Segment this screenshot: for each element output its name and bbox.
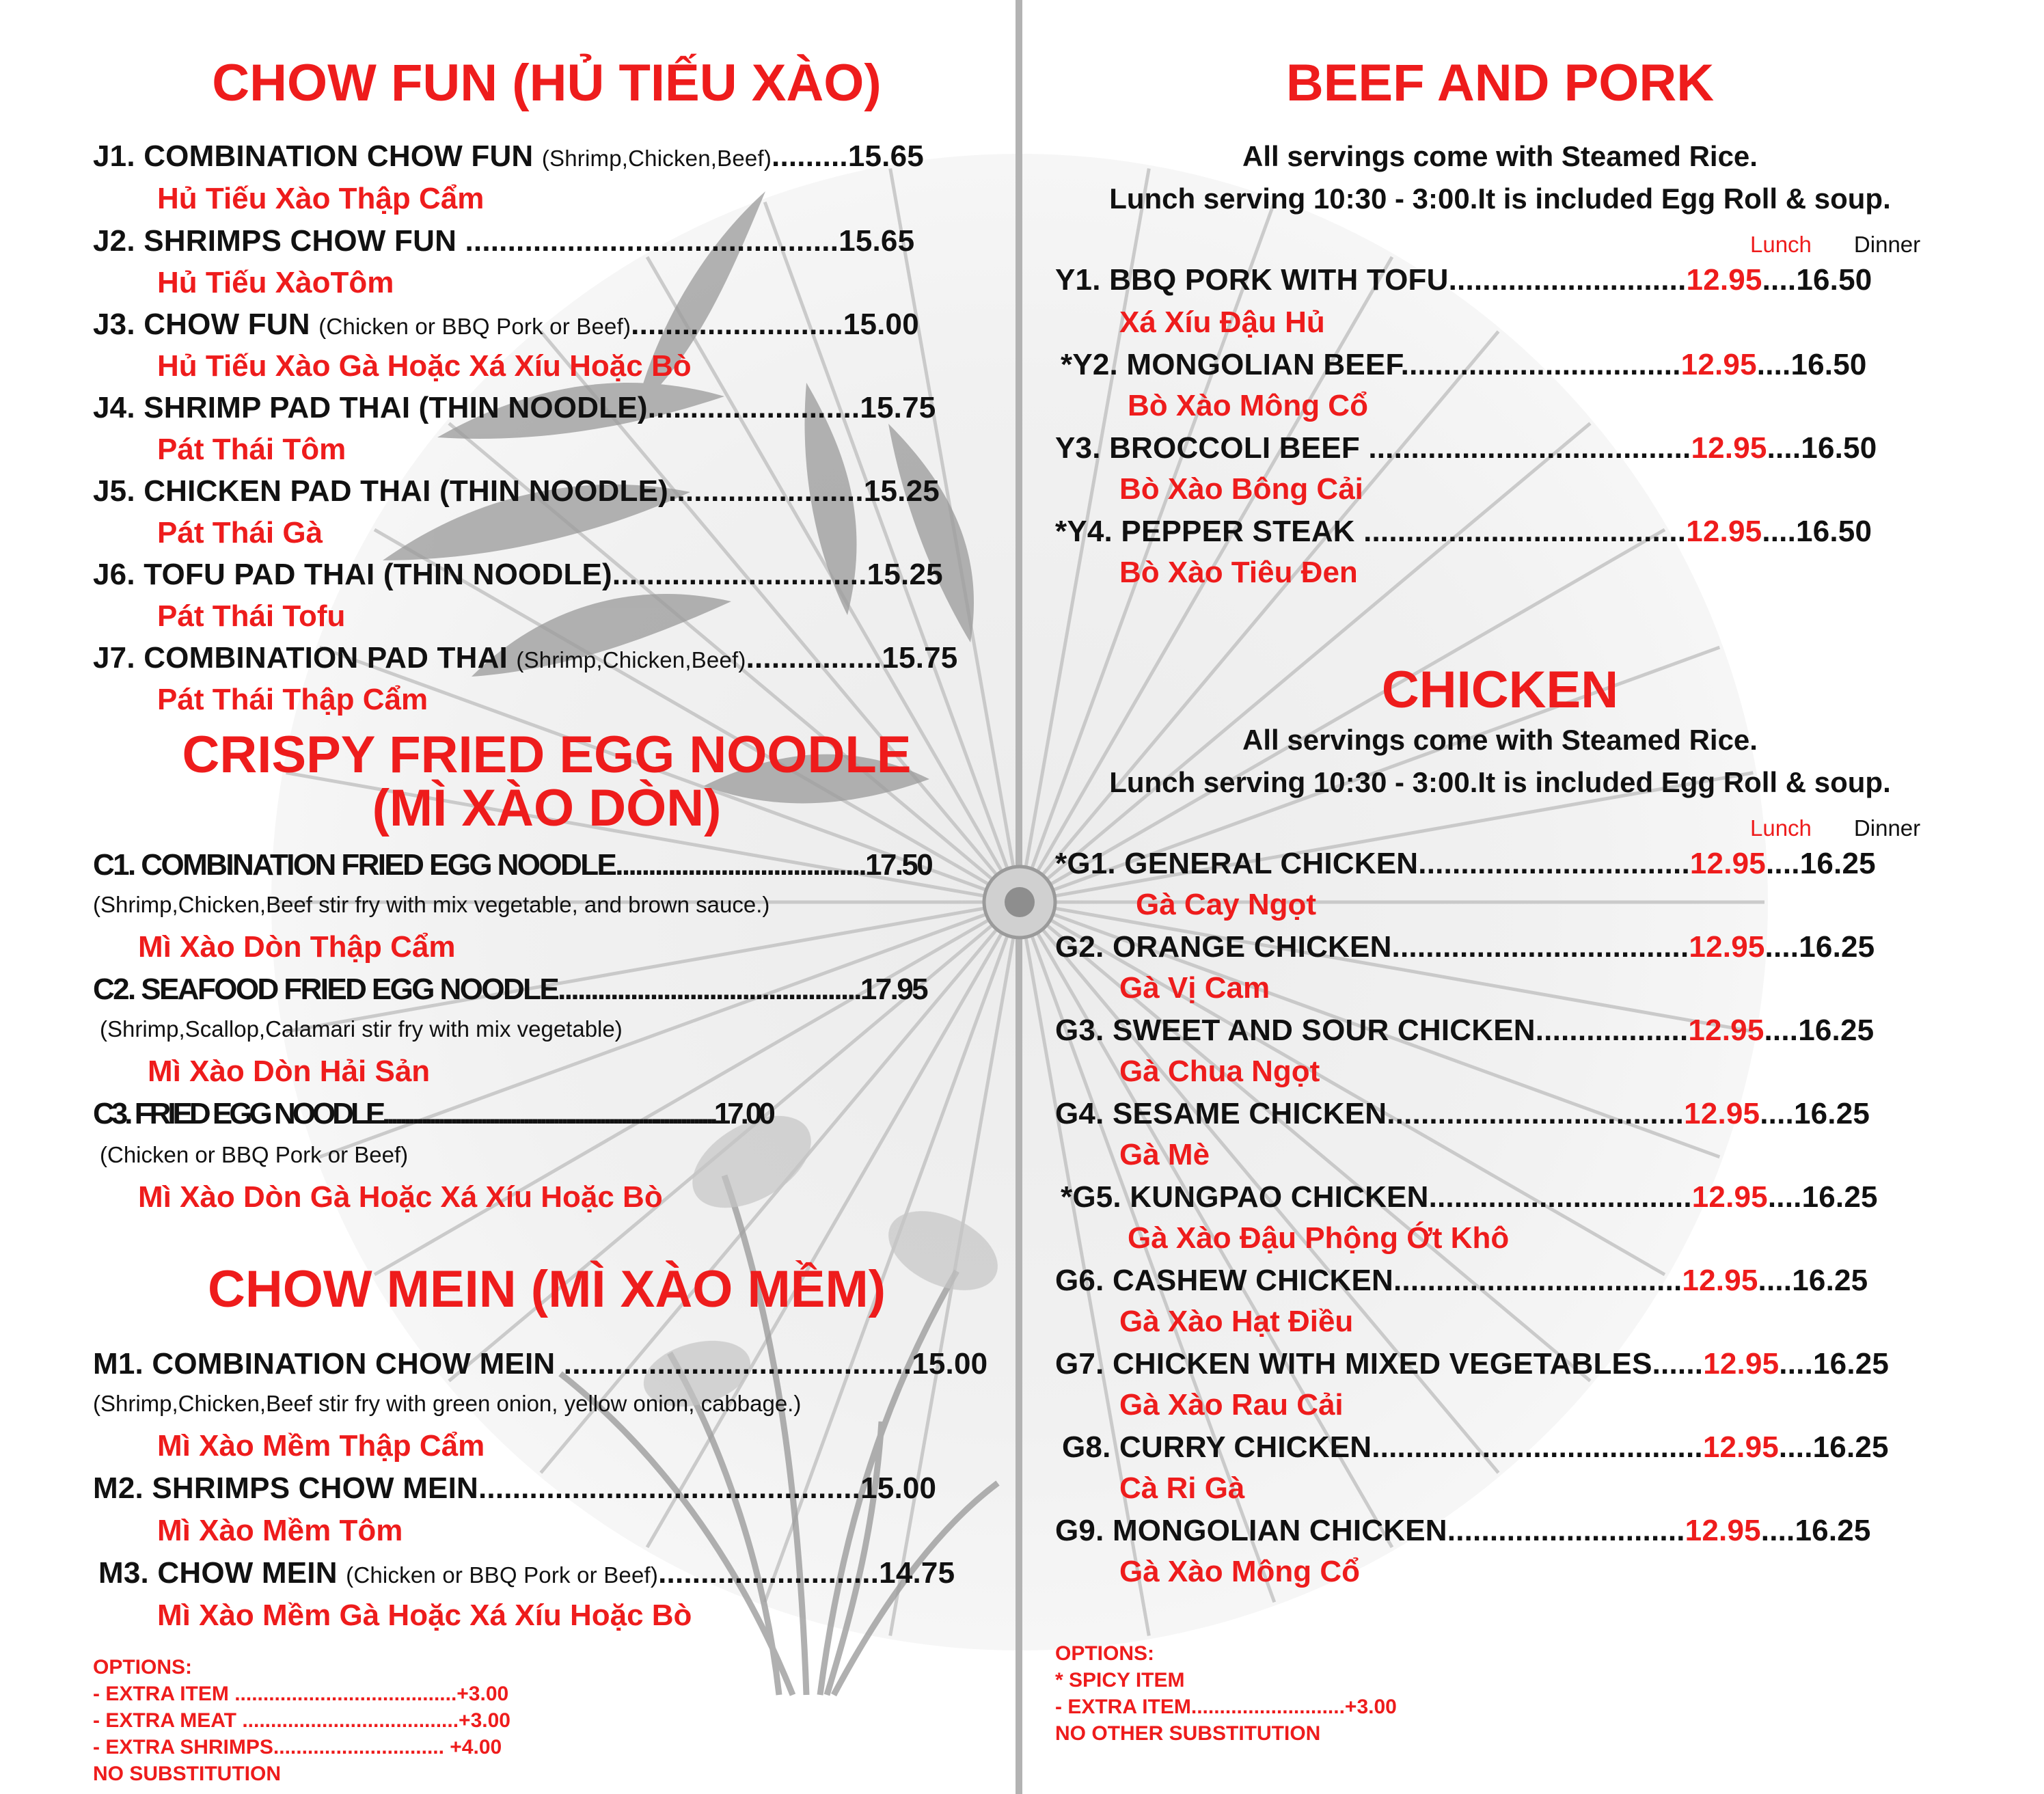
menu-item-j1[interactable]: [93, 139, 924, 176]
leader-dots: ....: [1760, 1097, 1794, 1130]
menu-item-j5[interactable]: [93, 474, 940, 509]
option-extra-item: - EXTRA ITEM .......................................+3.00: [93, 1683, 509, 1705]
leader-dots: ....: [1760, 1514, 1795, 1547]
vietnamese-name: Hủ Tiếu XàoTôm: [157, 266, 394, 299]
item-name: *Y4. PEPPER STEAK: [1055, 515, 1355, 548]
vietnamese-name: Mì Xào Mềm Thập Cẩm: [157, 1429, 485, 1463]
menu-item-j2[interactable]: [93, 223, 914, 259]
lunch-price: 12.95: [1686, 263, 1762, 297]
item-name: C1. COMBINATION FRIED EGG NOODLE: [93, 848, 616, 882]
menu-item-y2[interactable]: [1061, 347, 1867, 383]
leader-dots: ......................................: [1359, 431, 1691, 465]
item-name: G6. CASHEW CHICKEN: [1055, 1264, 1393, 1297]
lunch-price: 12.95: [1691, 1180, 1768, 1214]
vietnamese-name: Bò Xào Tiêu Đen: [1119, 556, 1358, 589]
item-note: (Shrimp,Chicken,Beef): [516, 647, 746, 672]
vietnamese-name: Bò Xào Bông Cải: [1119, 472, 1363, 506]
item-name: C3. FRIED EGG NOODLE: [93, 1097, 383, 1130]
no-substitution-note: NO SUBSTITUTION: [93, 1763, 281, 1785]
menu-item-g7[interactable]: [1055, 1346, 1889, 1382]
option-extra-item: - EXTRA ITEM...........................+3.00: [1055, 1696, 1397, 1718]
item-price: 15.65: [839, 224, 915, 258]
vietnamese-name: Gà Xào Mông Cổ: [1119, 1555, 1360, 1588]
leader-dots: .................................: [1400, 348, 1681, 381]
vietnamese-name: Gà Vị Cam: [1119, 971, 1270, 1005]
item-price: 15.25: [867, 558, 943, 591]
item-name: M2. SHRIMPS CHOW MEIN: [93, 1471, 478, 1505]
leader-dots: ..........................: [658, 1556, 880, 1590]
vietnamese-name: Hủ Tiếu Xào Gà Hoặc Xá Xíu Hoặc Bò: [157, 349, 692, 383]
item-name: C2. SEAFOOD FRIED EGG NOODLE: [93, 973, 558, 1006]
dinner-price: 16.25: [1792, 1264, 1868, 1297]
leader-dots: ....: [1764, 1014, 1799, 1047]
leader-dots: .........................................: [555, 1347, 912, 1381]
item-name: G9. MONGOLIAN CHICKEN: [1055, 1514, 1447, 1547]
leader-dots: ......................................: [615, 848, 865, 882]
item-note: (Chicken or BBQ Pork or Beef): [318, 314, 631, 339]
menu-item-y4[interactable]: [1055, 514, 1872, 549]
section-subtitle-crispy-noodle: (MÌ XÀO DÒN): [372, 779, 722, 837]
leader-dots: ..............................: [612, 558, 867, 591]
dinner-price: 16.25: [1801, 1180, 1878, 1214]
leader-dots: ............................: [1448, 263, 1687, 297]
leader-dots: ....: [1779, 1347, 1813, 1381]
leader-dots: .......................................: [1372, 1430, 1703, 1464]
leader-dots: ............................................: [457, 224, 839, 258]
vietnamese-name: Gà Cay Ngọt: [1136, 888, 1317, 921]
option-extra-shrimps: - EXTRA SHRIMPS.............................. +4.00: [93, 1736, 502, 1758]
menu-item-y3[interactable]: [1055, 431, 1877, 466]
item-name: J6. TOFU PAD THAI (THIN NOODLE): [93, 558, 612, 591]
info-lunch-serving: Lunch serving 10:30 - 3:00.It is included Egg Roll & soup.: [1109, 766, 1891, 798]
dinner-price: 16.25: [1795, 1514, 1871, 1547]
section-title-chow-mein: CHOW MEIN (MÌ XÀO MỀM): [207, 1260, 886, 1318]
menu-item-g5[interactable]: [1061, 1180, 1878, 1215]
leader-dots: ....: [1778, 1430, 1813, 1464]
item-description: (Shrimp,Chicken,Beef stir fry with mix vegetable, and brown sauce.): [93, 892, 770, 917]
menu-item-c1[interactable]: [93, 847, 931, 883]
vietnamese-name: Gà Chua Ngọt: [1119, 1055, 1320, 1088]
options-title: OPTIONS:: [93, 1656, 193, 1679]
dinner-price: 16.25: [1793, 1097, 1870, 1130]
item-name: G7. CHICKEN WITH MIXED VEGETABLES: [1055, 1347, 1652, 1381]
item-note: (Chicken or BBQ Pork or Beef): [346, 1562, 659, 1588]
section-title-beef-pork: BEEF AND PORK: [1285, 54, 1715, 112]
leader-dots: ................................: [1418, 847, 1690, 880]
menu-item-j3[interactable]: [93, 307, 919, 344]
menu-item-y1[interactable]: [1055, 262, 1872, 298]
lunch-price: 12.95: [1685, 1514, 1761, 1547]
leader-dots: .......................: [668, 474, 864, 508]
item-name: J4. SHRIMP PAD THAI (THIN NOODLE): [93, 391, 648, 424]
dinner-price: 16.25: [1799, 930, 1875, 964]
vietnamese-name: Mì Xào Mềm Gà Hoặc Xá Xíu Hoặc Bò: [157, 1599, 692, 1632]
lunch-label: Lunch: [1750, 815, 1812, 841]
leader-dots: ...................................: [1387, 1097, 1685, 1130]
item-price: 17.00: [713, 1097, 772, 1130]
vietnamese-name: Mì Xào Mềm Tôm: [157, 1514, 403, 1547]
item-name: G4. SESAME CHICKEN: [1055, 1097, 1387, 1130]
leader-dots: ....: [1767, 1180, 1802, 1214]
leader-dots: ....: [1767, 431, 1801, 465]
vietnamese-name: Hủ Tiếu Xào Thập Cẩm: [157, 182, 485, 215]
item-name: M3. CHOW MEIN: [98, 1556, 338, 1590]
leader-dots: ................: [746, 641, 882, 675]
vietnamese-name: Mì Xào Dòn Thập Cẩm: [138, 930, 456, 964]
info-lunch-serving: Lunch serving 10:30 - 3:00.It is included Egg Roll & soup.: [1109, 182, 1891, 215]
leader-dots: ....: [1764, 930, 1799, 964]
menu-item-m2[interactable]: [93, 1471, 936, 1506]
dinner-price: 16.50: [1796, 515, 1872, 548]
vietnamese-name: Mì Xào Dòn Gà Hoặc Xá Xíu Hoặc Bò: [138, 1180, 663, 1214]
leader-dots: ..................: [1535, 1014, 1689, 1047]
leader-dots: ...............................: [1428, 1180, 1692, 1214]
vietnamese-name: Cà Ri Gà: [1119, 1471, 1245, 1505]
menu-item-j4[interactable]: [93, 390, 936, 426]
leader-dots: .........................: [647, 391, 860, 424]
item-name: J1. COMBINATION CHOW FUN: [93, 139, 534, 173]
vietnamese-name: Gà Xào Hạt Điều: [1119, 1305, 1354, 1338]
leader-dots: ............................: [1447, 1514, 1685, 1547]
info-steamed-rice: All servings come with Steamed Rice.: [1242, 140, 1758, 172]
item-name: *G5. KUNGPAO CHICKEN: [1061, 1180, 1429, 1214]
item-name: Y3. BROCCOLI BEEF: [1055, 431, 1360, 465]
leader-dots: ...................................: [1391, 930, 1689, 964]
menu-item-m1[interactable]: [93, 1346, 987, 1382]
lunch-price: 12.95: [1689, 847, 1766, 880]
item-price: 15.25: [863, 474, 940, 508]
leader-dots: ......: [1652, 1347, 1704, 1381]
dinner-price: 16.50: [1796, 263, 1872, 297]
menu-item-g4[interactable]: [1055, 1096, 1870, 1132]
leader-dots: ..............................................: [558, 973, 860, 1006]
menu-item-g6[interactable]: [1055, 1263, 1868, 1299]
item-name: J5. CHICKEN PAD THAI (THIN NOODLE): [93, 474, 669, 508]
item-name: *G1. GENERAL CHICKEN: [1055, 847, 1419, 880]
menu-item-c2[interactable]: [93, 972, 927, 1007]
leader-dots: .........: [772, 139, 848, 173]
price-column-headers: [1750, 815, 1920, 842]
vietnamese-name: Pát Thái Gà: [157, 516, 323, 549]
menu-item-g3[interactable]: [1055, 1013, 1874, 1048]
item-name: J2. SHRIMPS CHOW FUN: [93, 224, 457, 258]
dinner-price: 16.25: [1799, 847, 1876, 880]
menu-item-c3[interactable]: [93, 1096, 772, 1132]
vietnamese-name: Mì Xào Dòn Hải Sản: [148, 1055, 431, 1088]
vietnamese-name: Bò Xào Mông Cổ: [1128, 389, 1368, 422]
item-price: 17.50: [864, 848, 932, 882]
item-name: M1. COMBINATION CHOW MEIN: [93, 1347, 556, 1381]
menu-item-g8[interactable]: [1062, 1430, 1889, 1465]
menu-item-g9[interactable]: [1055, 1513, 1871, 1549]
lunch-price: 12.95: [1689, 930, 1765, 964]
price-column-headers: [1750, 231, 1920, 258]
menu-item-g2[interactable]: [1055, 929, 1875, 965]
vietnamese-name: Pát Thái Thập Cẩm: [157, 683, 428, 716]
menu-item-j7[interactable]: [93, 640, 957, 678]
leader-dots: ....: [1758, 1264, 1793, 1297]
item-price: 15.00: [912, 1347, 988, 1381]
leader-dots: ..............................................................................: [382, 1097, 714, 1130]
dinner-price: 16.50: [1790, 348, 1867, 381]
dinner-price: 16.25: [1813, 1347, 1890, 1381]
lunch-price: 12.95: [1702, 1430, 1779, 1464]
leader-dots: .............................................: [478, 1471, 861, 1505]
menu-item-j6[interactable]: [93, 557, 943, 593]
item-description: (Shrimp,Chicken,Beef stir fry with green onion, yellow onion, cabbage.): [93, 1391, 802, 1416]
item-name: G2. ORANGE CHICKEN: [1055, 930, 1392, 964]
menu-item-m3[interactable]: [98, 1555, 955, 1593]
item-price: 15.75: [882, 641, 958, 675]
item-name: G8. CURRY CHICKEN: [1062, 1430, 1372, 1464]
item-name: *Y2. MONGOLIAN BEEF: [1061, 348, 1401, 381]
vietnamese-name: Gà Xào Rau Cải: [1119, 1388, 1344, 1422]
option-extra-meat: - EXTRA MEAT ......................................+3.00: [93, 1709, 510, 1732]
lunch-price: 12.95: [1703, 1347, 1780, 1381]
lunch-price: 12.95: [1688, 1014, 1764, 1047]
lunch-label: Lunch: [1750, 232, 1812, 257]
right-column: [1025, 0, 2044, 1794]
leader-dots: .........................: [631, 308, 843, 341]
item-price: 15.65: [847, 139, 924, 173]
vietnamese-name: Pát Thái Tofu: [157, 599, 346, 633]
item-note: (Shrimp,Chicken,Beef): [541, 146, 772, 171]
dinner-price: 16.25: [1798, 1014, 1875, 1047]
leader-dots: ....: [1765, 847, 1800, 880]
options-title: OPTIONS:: [1055, 1642, 1155, 1665]
leader-dots: ....: [1756, 348, 1791, 381]
vietnamese-name: Pát Thái Tôm: [157, 433, 346, 466]
item-price: 15.00: [843, 308, 919, 341]
item-price: 17.95: [860, 973, 927, 1006]
item-price: 15.00: [860, 1471, 937, 1505]
section-title-chicken: CHICKEN: [1381, 661, 1619, 719]
option-spicy-item: * SPICY ITEM: [1055, 1669, 1185, 1691]
item-price: 15.75: [860, 391, 936, 424]
info-steamed-rice: All servings come with Steamed Rice.: [1242, 724, 1758, 756]
dinner-price: 16.25: [1812, 1430, 1889, 1464]
item-name: Y1. BBQ PORK WITH TOFU: [1055, 263, 1449, 297]
leader-dots: ....: [1762, 515, 1797, 548]
item-name: G3. SWEET AND SOUR CHICKEN: [1055, 1014, 1536, 1047]
lunch-price: 12.95: [1680, 348, 1757, 381]
leader-dots: ....: [1762, 263, 1797, 297]
dinner-label: Dinner: [1853, 232, 1921, 257]
vietnamese-name: Gà Xào Đậu Phộng Ớt Khô: [1128, 1221, 1510, 1255]
item-name: J3. CHOW FUN: [93, 308, 310, 341]
no-other-substitution-note: NO OTHER SUBSTITUTION: [1055, 1722, 1321, 1745]
section-title-crispy-noodle: CRISPY FRIED EGG NOODLE: [182, 726, 912, 784]
item-name: J7. COMBINATION PAD THAI: [93, 641, 508, 675]
dinner-label: Dinner: [1853, 815, 1921, 841]
leader-dots: ..................................: [1393, 1264, 1682, 1297]
lunch-price: 12.95: [1684, 1097, 1760, 1130]
item-price: 14.75: [879, 1556, 955, 1590]
vietnamese-name: Xá Xíu Đậu Hủ: [1119, 305, 1325, 339]
lunch-price: 12.95: [1691, 431, 1767, 465]
item-description: (Shrimp,Scallop,Calamari stir fry with mix vegetable): [100, 1016, 623, 1042]
leader-dots: ......................................: [1354, 515, 1687, 548]
section-title-chow-fun: CHOW FUN (HỦ TIẾU XÀO): [212, 54, 882, 112]
item-description: (Chicken or BBQ Pork or Beef): [100, 1142, 409, 1167]
vietnamese-name: Gà Mè: [1119, 1138, 1210, 1171]
dinner-price: 16.50: [1801, 431, 1877, 465]
menu-item-g1[interactable]: [1055, 846, 1876, 882]
lunch-price: 12.95: [1686, 515, 1762, 548]
lunch-price: 12.95: [1682, 1264, 1758, 1297]
